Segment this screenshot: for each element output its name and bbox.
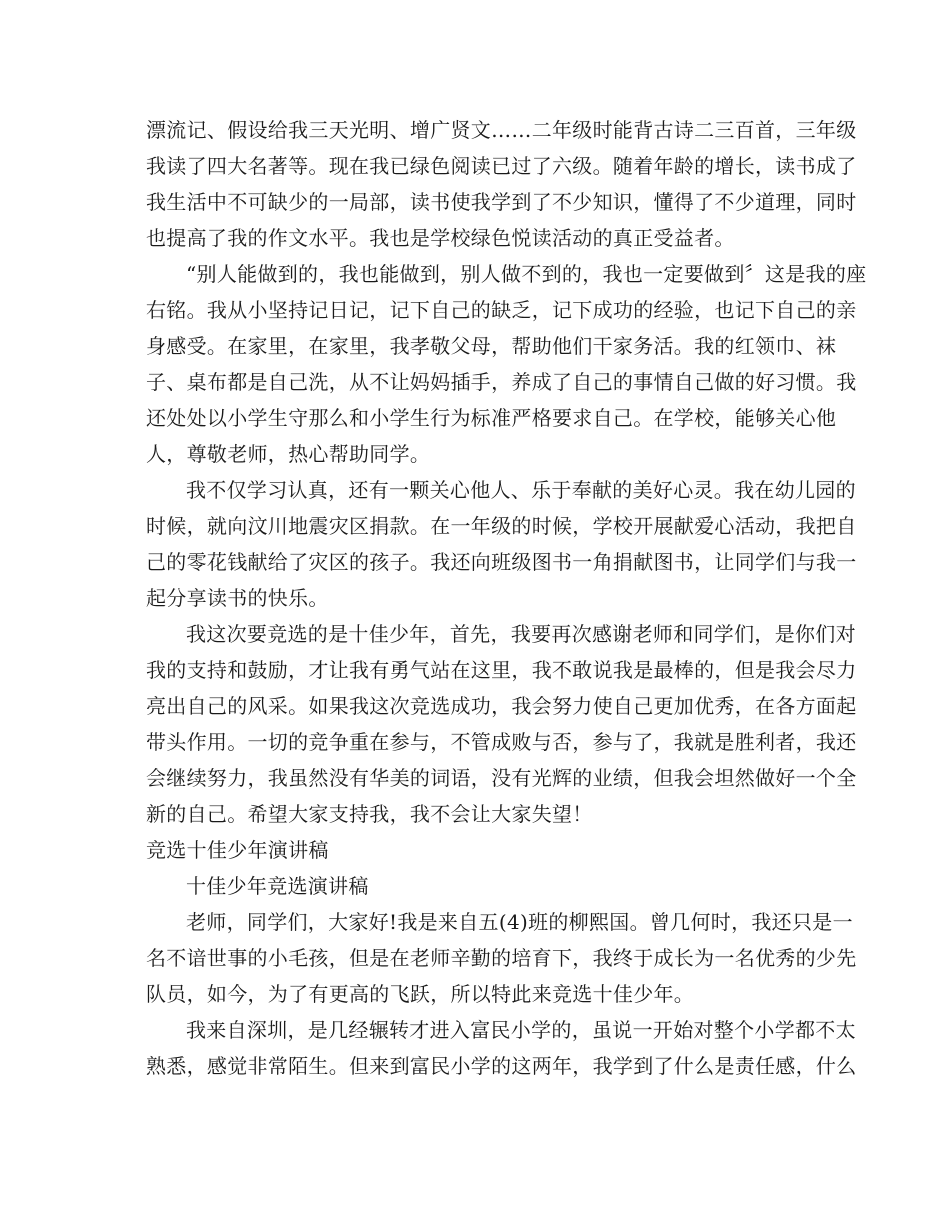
text-line: 我这次要竞选的是十佳少年，首先，我要再次感谢老师和同学们，是你们对 — [186, 622, 856, 646]
document-body — [146, 112, 867, 1084]
text-line: “别人能做到的，我也能做到，别人做不到的，我也一定要做到〞这是我的座 — [186, 262, 867, 286]
text-line: 身感受。在家里，在家里，我孝敬父母，帮助他们干家务活。我的红领巾、袜 — [146, 334, 837, 358]
text-line: 我的支持和鼓励，才让我有勇气站在这里，我不敢说我是最棒的，但是我会尽力 — [146, 658, 857, 682]
text-line: 我不仅学习认真，还有一颗关心他人、乐于奉献的美好心灵。我在幼儿园的 — [186, 478, 856, 502]
text-line: 名不谙世事的小毛孩，但是在老师辛勤的培育下，我终于成长为一名优秀的少先 — [146, 946, 857, 970]
text-line: 队员，如今，为了有更高的飞跃，所以特此来竞选十佳少年。 — [146, 982, 695, 1006]
text-line: 时候，就向汶川地震灾区捐款。在一年级的时候，学校开展献爱心活动，我把自 — [146, 514, 857, 538]
paragraph-caring — [146, 472, 857, 616]
paragraph-reading — [146, 112, 857, 256]
text-line: 右铭。我从小坚持记日记，记下自己的缺乏，记下成功的经验，也记下自己的亲 — [146, 298, 857, 322]
heading-text: 竞选十佳少年演讲稿 — [146, 838, 329, 862]
text-line: 漂流记、假设给我三天光明、增广贤文……二年级时能背古诗二三百首，三年级 — [146, 118, 857, 142]
text-line: 老师，同学们，大家好!我是来自五(4)班的柳熙国。曾几何时，我还只是一 — [186, 910, 853, 934]
text-line: 我来自深圳，是几经辗转才进入富民小学的，虽说一开始对整个小学都不太 — [186, 1018, 856, 1042]
text-line: 也提高了我的作文水平。我也是学校绿色悦读活动的真正受益者。 — [146, 226, 735, 250]
paragraph-campaign — [146, 616, 857, 832]
text-line: 起分享读书的快乐。 — [146, 586, 329, 610]
paragraph-school — [146, 1012, 857, 1084]
section-heading — [146, 832, 806, 868]
text-line: 人，尊敬老师，热心帮助同学。 — [146, 442, 431, 466]
paragraph-greeting — [146, 904, 857, 1012]
text-line: 新的自己。希望大家支持我，我不会让大家失望！ — [146, 802, 593, 826]
text-line: 熟悉，感觉非常陌生。但来到富民小学的这两年，我学到了什么是责任感，什么 — [146, 1054, 857, 1078]
text-line: 亮出自己的风采。如果我这次竞选成功，我会努力使自己更加优秀，在各方面起 — [146, 694, 857, 718]
text-line: 我读了四大名著等。现在我已绿色阅读已过了六级。随着年龄的增长，读书成了 — [146, 154, 857, 178]
text-line: 子、桌布都是自己洗，从不让妈妈插手，养成了自己的事情自己做的好习惯。我 — [146, 370, 857, 394]
text-line: 我生活中不可缺少的一局部，读书使我学到了不少知识，懂得了不少道理，同时 — [146, 190, 857, 214]
section-subtitle — [146, 868, 806, 904]
paragraph-motto — [146, 256, 867, 472]
text-line: 己的零花钱献给了灾区的孩子。我还向班级图书一角捐献图书，让同学们与我一 — [146, 550, 857, 574]
text-line: 还处处以小学生守那么和小学生行为标准严格要求自己。在学校，能够关心他 — [146, 406, 837, 430]
subtitle-text: 十佳少年竞选演讲稿 — [186, 874, 369, 898]
text-line: 带头作用。一切的竞争重在参与，不管成败与否，参与了，我就是胜利者，我还 — [146, 730, 857, 754]
text-line: 会继续努力，我虽然没有华美的词语，没有光辉的业绩，但我会坦然做好一个全 — [146, 766, 857, 790]
